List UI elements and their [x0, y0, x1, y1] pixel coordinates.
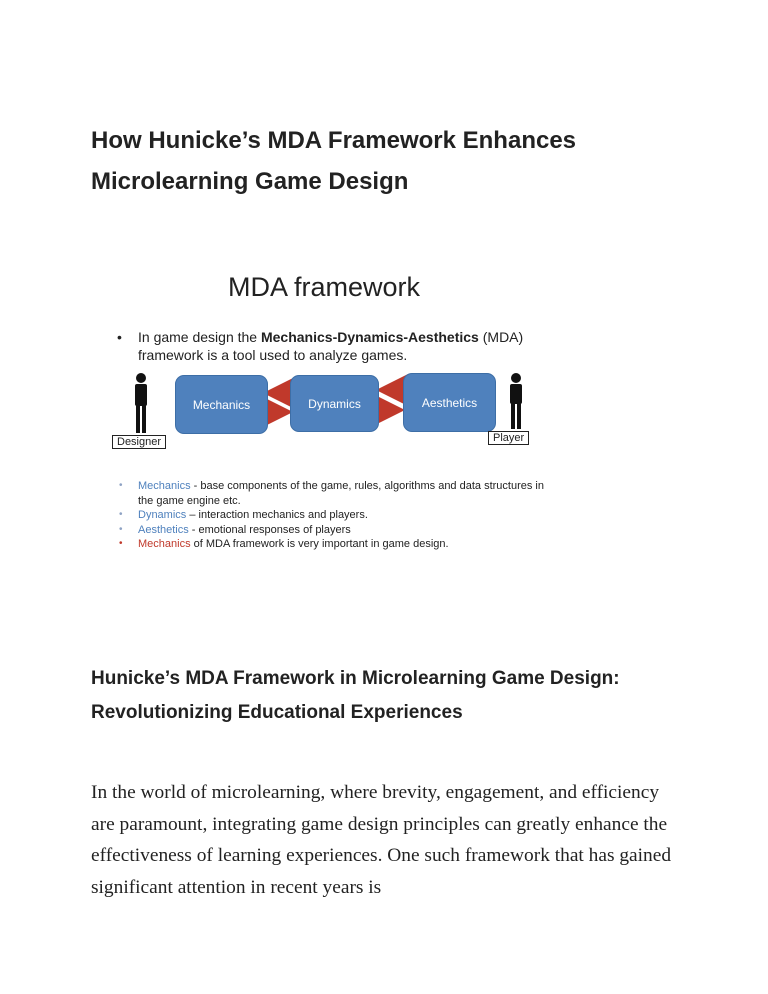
bullet-term: Aesthetics — [138, 523, 189, 536]
intro-suffix: (MDA) framework is a tool used to analyze games. — [138, 329, 524, 363]
bullet-term: Mechanics — [138, 480, 191, 492]
bullet-text: - base components of the game, rules, algorithms and data structures in the game engine etc. — [138, 480, 544, 507]
body-paragraph: In the world of microlearning, where brevity, engagement, and efficiency are paramount, integrating game design principles can greatly enhance the effectiveness of learning experiences. One such framework that has gained significant attention in recent years is — [91, 782, 672, 899]
bullet-item — [117, 523, 557, 538]
bullet-icon: • — [119, 538, 123, 550]
designer-person-icon — [133, 372, 149, 434]
figure-bullet-list — [117, 479, 557, 552]
intro-bold: Mechanics-Dynamics-Aesthetics — [260, 329, 479, 345]
player-person-icon — [508, 372, 524, 430]
article-title: How Hunicke’s MDA Framework Enhances Microlearning Game Design — [91, 127, 577, 195]
mda-framework-figure — [91, 262, 571, 562]
bullet-item — [117, 537, 557, 552]
bullet-icon: • — [119, 480, 123, 491]
bullet-item — [117, 479, 557, 508]
mechanics-box: Mechanics — [175, 375, 268, 434]
bullet-icon: • — [117, 329, 122, 345]
section-heading: Hunicke’s MDA Framework in Microlearning Game Design: Revolutionizing Educational Experiences — [91, 668, 620, 723]
bullet-term: Dynamics — [138, 509, 187, 522]
bullet-text: of MDA framework is very important in game design. — [190, 538, 449, 551]
bullet-text: – interaction mechanics and players. — [186, 509, 368, 522]
player-label: Player — [488, 431, 529, 445]
figure-title: MDA framework — [228, 272, 421, 302]
dynamics-box: Dynamics — [290, 375, 379, 432]
bullet-term: Mechanics — [138, 538, 191, 551]
bullet-item — [117, 508, 557, 523]
bullet-text: - emotional responses of players — [188, 523, 351, 536]
aesthetics-box: Aesthetics — [403, 373, 496, 432]
bullet-icon: • — [119, 509, 123, 521]
intro-prefix: In game design the — [138, 329, 261, 345]
designer-label: Designer — [112, 435, 166, 449]
bullet-icon: • — [119, 523, 123, 535]
